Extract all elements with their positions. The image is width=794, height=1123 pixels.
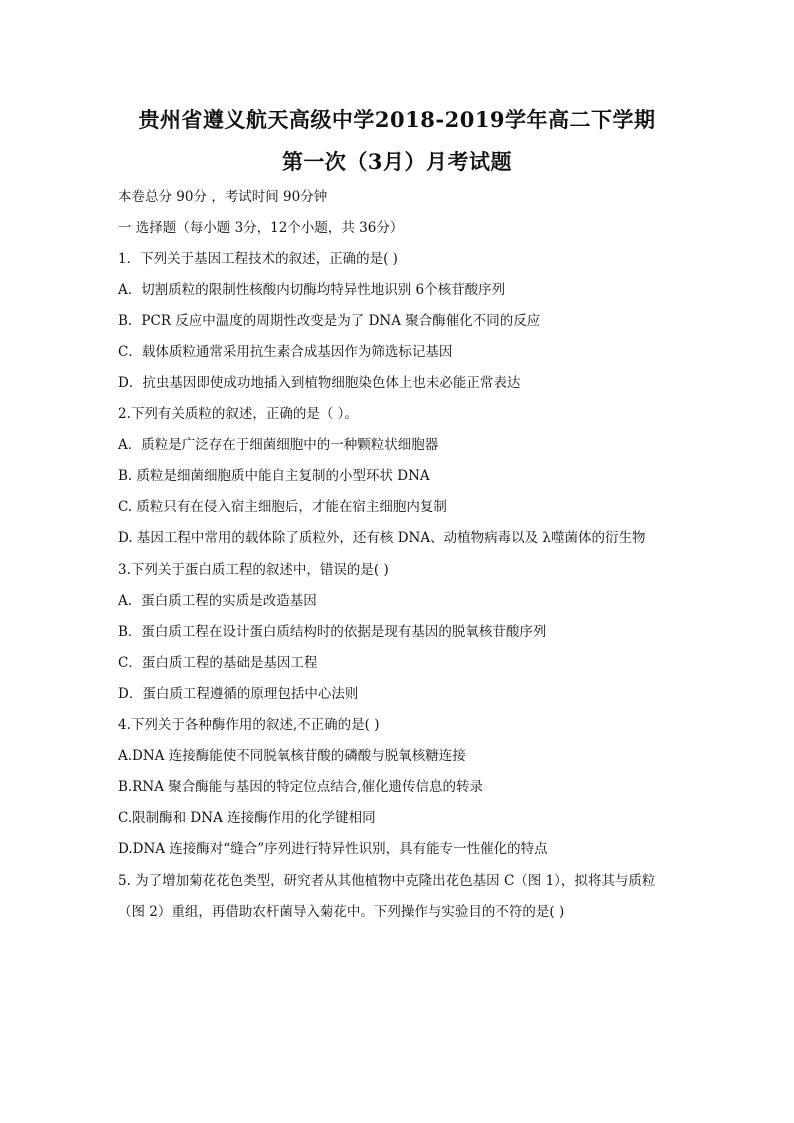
question-1: 1．下列关于基因工程技术的叙述，正确的是( ) (118, 251, 398, 267)
exam-intro: 本卷总分 90分 ，考试时间 90分钟 (118, 189, 328, 205)
question-5-line2: （图 2）重组，再借助农杆菌导入菊花中。下列操作与实验目的不符的是( ) (118, 904, 565, 920)
question-5-line1: 5. 为了增加菊花花色类型，研究者从其他植物中克隆出花色基因 C（图 1），拟将其与质粒 (118, 873, 656, 889)
q3-option-b: B．蛋白质工程在设计蛋白质结构时的依据是现有基因的脱氧核苷酸序列 (118, 624, 547, 640)
question-3: 3.下列关于蛋白质工程的叙述中，错误的是( ) (118, 562, 389, 578)
q4-option-c: C.限制酶和 DNA 连接酶作用的化学键相同 (118, 810, 376, 826)
q1-option-d: D．抗虫基因即使成功地插入到植物细胞染色体上也未必能正常表达 (118, 375, 521, 391)
q3-option-d: D．蛋白质工程遵循的原理包括中心法则 (118, 686, 359, 702)
q2-option-c: C. 质粒只有在侵入宿主细胞后，才能在宿主细胞内复制 (118, 499, 447, 515)
q4-option-a: A.DNA 连接酶能使不同脱氧核苷酸的磷酸与脱氧核糖连接 (118, 748, 466, 764)
q4-option-d: D.DNA 连接酶对“缝合”序列进行特异性识别，具有能专一性催化的特点 (118, 841, 548, 857)
q2-option-d: D. 基因工程中常用的载体除了质粒外，还有核 DNA、动植物病毒以及 λ噬菌体的衍生物 (118, 530, 646, 546)
q2-option-a: A．质粒是广泛存在于细菌细胞中的一种颗粒状细胞器 (118, 437, 439, 453)
question-2: 2.下列有关质粒的叙述，正确的是（ ）。 (118, 406, 358, 422)
question-4: 4.下列关于各种酶作用的叙述,不正确的是( ) (118, 717, 380, 733)
exam-title-line2: 第一次（3月）月考试题 (281, 149, 513, 174)
q3-option-c: C．蛋白质工程的基础是基因工程 (118, 655, 318, 671)
exam-title-line1: 贵州省遵义航天高级中学2018-2019学年高二下学期 (138, 107, 656, 132)
q3-option-a: A．蛋白质工程的实质是改造基因 (118, 593, 317, 609)
section-heading: 一 选择题（每小题 3分，12个小题，共 36分） (118, 220, 404, 236)
q1-option-a: A．切割质粒的限制性核酸内切酶均特异性地识别 6个核苷酸序列 (118, 282, 506, 298)
q1-option-b: B．PCR 反应中温度的周期性改变是为了 DNA 聚合酶催化不同的反应 (118, 313, 541, 329)
q4-option-b: B.RNA 聚合酶能与基因的特定位点结合,催化遗传信息的转录 (118, 779, 484, 795)
q2-option-b: B. 质粒是细菌细胞质中能自主复制的小型环状 DNA (118, 468, 430, 484)
q1-option-c: C．载体质粒通常采用抗生素合成基因作为筛选标记基因 (118, 344, 453, 360)
